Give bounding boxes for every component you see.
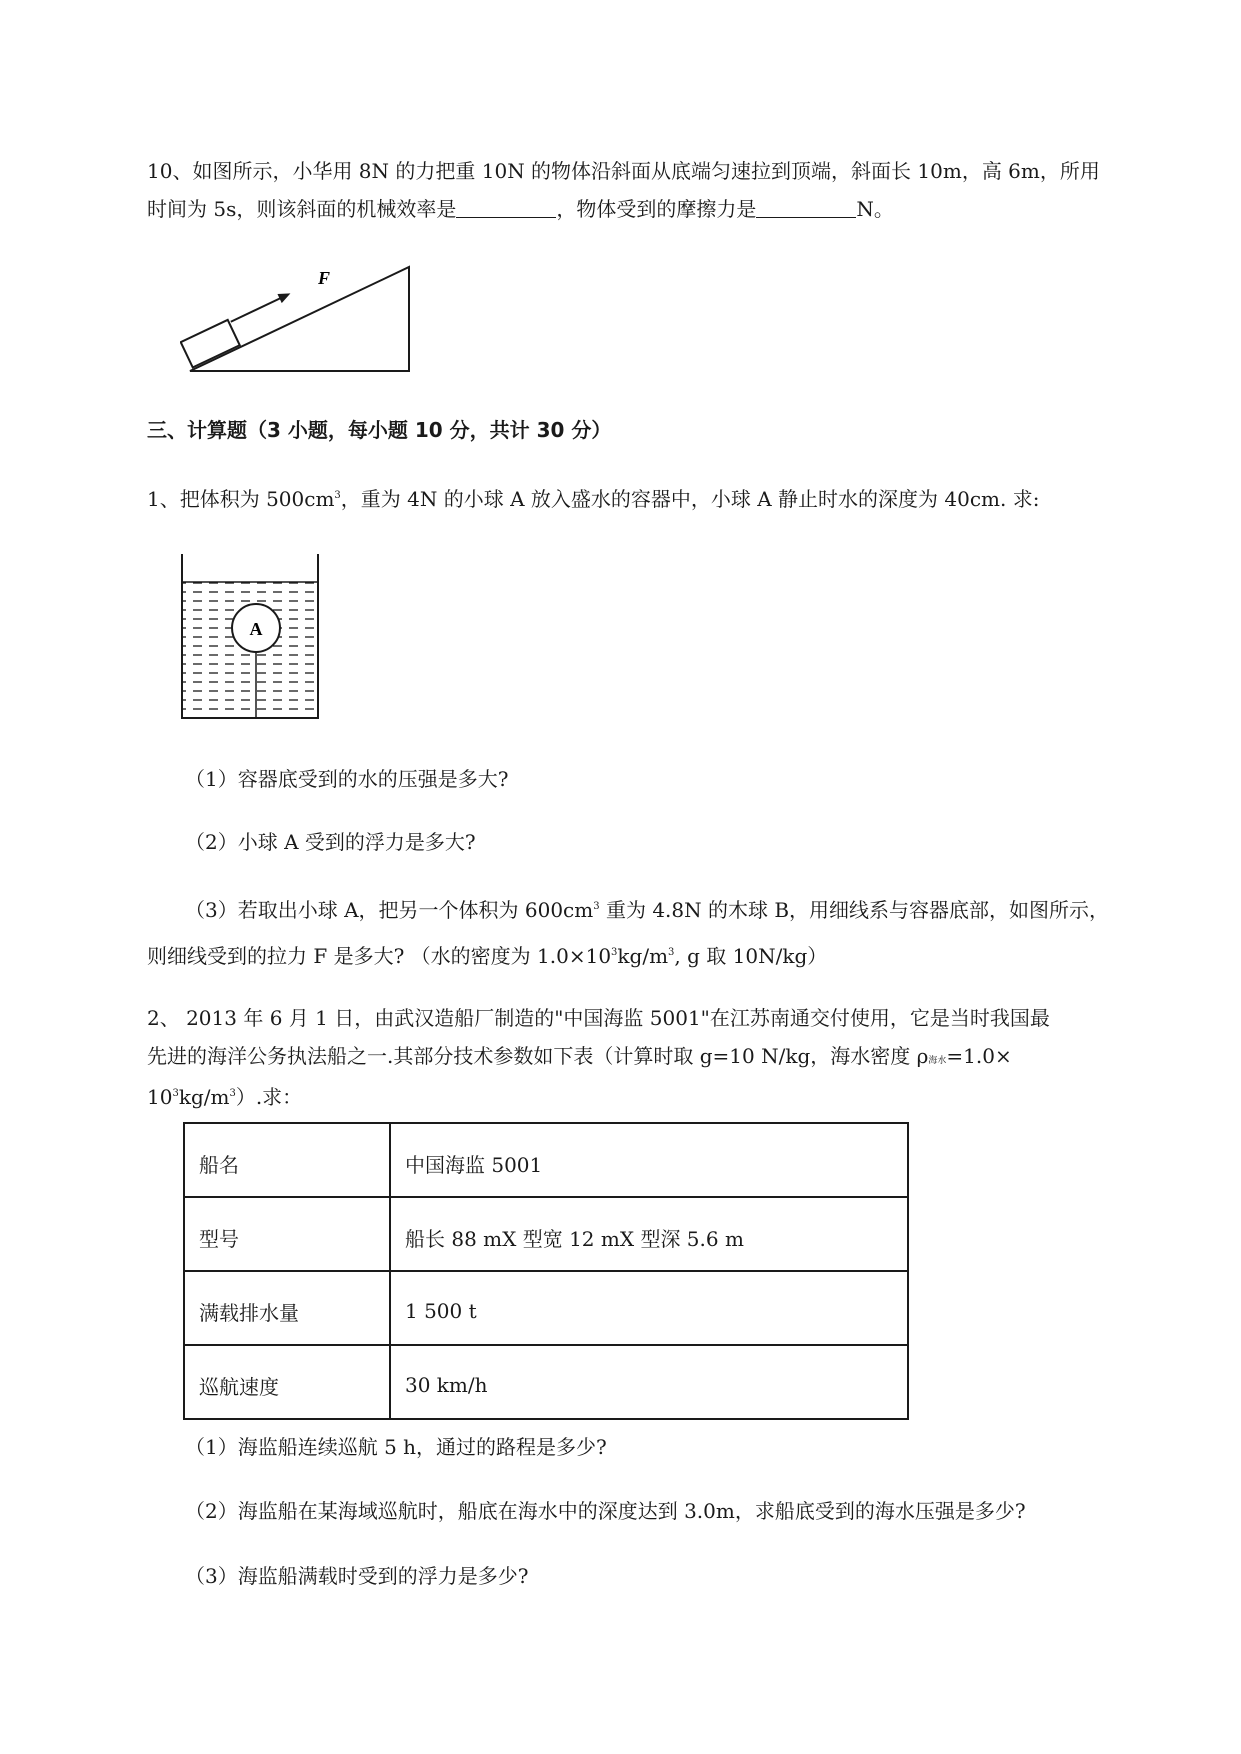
table-row — [184, 1271, 908, 1345]
c1-q3-line1 — [185, 892, 1109, 925]
force-arrow-head — [277, 289, 292, 303]
table-key: 巡航速度 — [184, 1345, 390, 1419]
c2-q1: （1）海监船连续巡航 5 h，通过的路程是多少? — [185, 1435, 607, 1459]
c1-stem-sup: 3 — [334, 490, 341, 501]
table-key: 满载排水量 — [184, 1271, 390, 1345]
c1-q3-line2-b: kg/m — [617, 944, 669, 968]
container-figure — [175, 552, 335, 724]
c2-line3-b: kg/m — [178, 1085, 230, 1109]
table-value: 1 500 t — [390, 1271, 908, 1345]
table-row — [184, 1123, 908, 1197]
c1-q3-line2 — [147, 934, 1167, 975]
c2-q2: （2）海监船在某海域巡航时，船底在海水中的深度达到 3.0m，求船底受到的海水压强是多少? — [185, 1499, 1026, 1523]
table-value: 30 km/h — [390, 1345, 908, 1419]
c1-q3-b: 重为 4.8N 的木球 B，用细线系与容器底部，如图所示， — [599, 898, 1110, 922]
c1-stem — [147, 477, 1167, 518]
table-key: 船名 — [184, 1123, 390, 1197]
c1-q3-line2-a: 则细线受到的拉力 F 是多大? （水的密度为 1.0×10 — [147, 944, 612, 968]
table-row — [184, 1197, 908, 1271]
force-arrow-shaft — [231, 296, 285, 322]
table-value: 中国海监 5001 — [390, 1123, 908, 1197]
c1-stem-a: 1、把体积为 500cm — [147, 487, 335, 511]
spec-table — [183, 1122, 909, 1420]
c1-q3-line2-sup2: 3 — [668, 947, 675, 958]
c2-line1: 2、 2013 年 6 月 1 日，由武汉造船厂制造的"中国海监 5001"在江苏南通交付使用，它是当时我国最 — [147, 1006, 1050, 1030]
ball-label: A — [249, 619, 263, 639]
c1-q3-sup: 3 — [593, 901, 600, 912]
c2-line3-c: ）.求： — [235, 1085, 303, 1109]
q10-line1: 10、如图所示，小华用 8N 的力把重 10N 的物体沿斜面从底端匀速拉到顶端，斜面长 10m，高 6m，所用 — [147, 159, 1100, 183]
q10-line2-b: ，物体受到的摩擦力是 — [556, 197, 757, 221]
c2-line3-a: 10 — [147, 1085, 173, 1109]
c2-line2-sub: 海水 — [928, 1056, 947, 1066]
section-heading: 三、计算题（3 小题，每小题 10 分，共计 30 分） — [147, 418, 612, 442]
c1-q3-line2-c: , g 取 10N/kg） — [674, 944, 828, 968]
friction-answer-blank[interactable] — [756, 195, 856, 218]
table-key: 型号 — [184, 1197, 390, 1271]
c2-line3-sup2: 3 — [229, 1088, 236, 1099]
c1-q1: （1）容器底受到的水的压强是多大? — [185, 767, 509, 791]
c2-line2-b: =1.0× — [946, 1044, 1012, 1068]
c1-q3-line2-sup1: 3 — [611, 947, 618, 958]
table-value: 船长 88 mX 型宽 12 mX 型深 5.6 m — [390, 1197, 908, 1271]
c1-q3-a: （3）若取出小球 A，把另一个体积为 600cm — [185, 898, 594, 922]
q10-line2-c: N。 — [856, 197, 894, 221]
q10-line2 — [147, 190, 1167, 228]
c1-stem-b: ，重为 4N 的小球 A 放入盛水的容器中，小球 A 静止时水的深度为 40cm. 求: — [340, 487, 1040, 511]
c2-line3-sup1: 3 — [172, 1088, 179, 1099]
c2-q3: （3）海监船满载时受到的浮力是多少? — [185, 1564, 529, 1588]
incline-figure — [180, 258, 420, 378]
c1-q2: （2）小球 A 受到的浮力是多大? — [185, 830, 476, 854]
q10-line2-a: 时间为 5s，则该斜面的机械效率是 — [147, 197, 457, 221]
table-row — [184, 1345, 908, 1419]
c2-line2-a: 先进的海洋公务执法船之一.其部分技术参数如下表（计算时取 g=10 N/kg，海水密度 ρ — [147, 1044, 929, 1068]
c2-line2 — [147, 1037, 1167, 1080]
force-label: F — [318, 268, 331, 288]
incline-triangle — [190, 267, 409, 371]
efficiency-answer-blank[interactable] — [456, 195, 556, 218]
c2-line3 — [147, 1075, 1167, 1116]
